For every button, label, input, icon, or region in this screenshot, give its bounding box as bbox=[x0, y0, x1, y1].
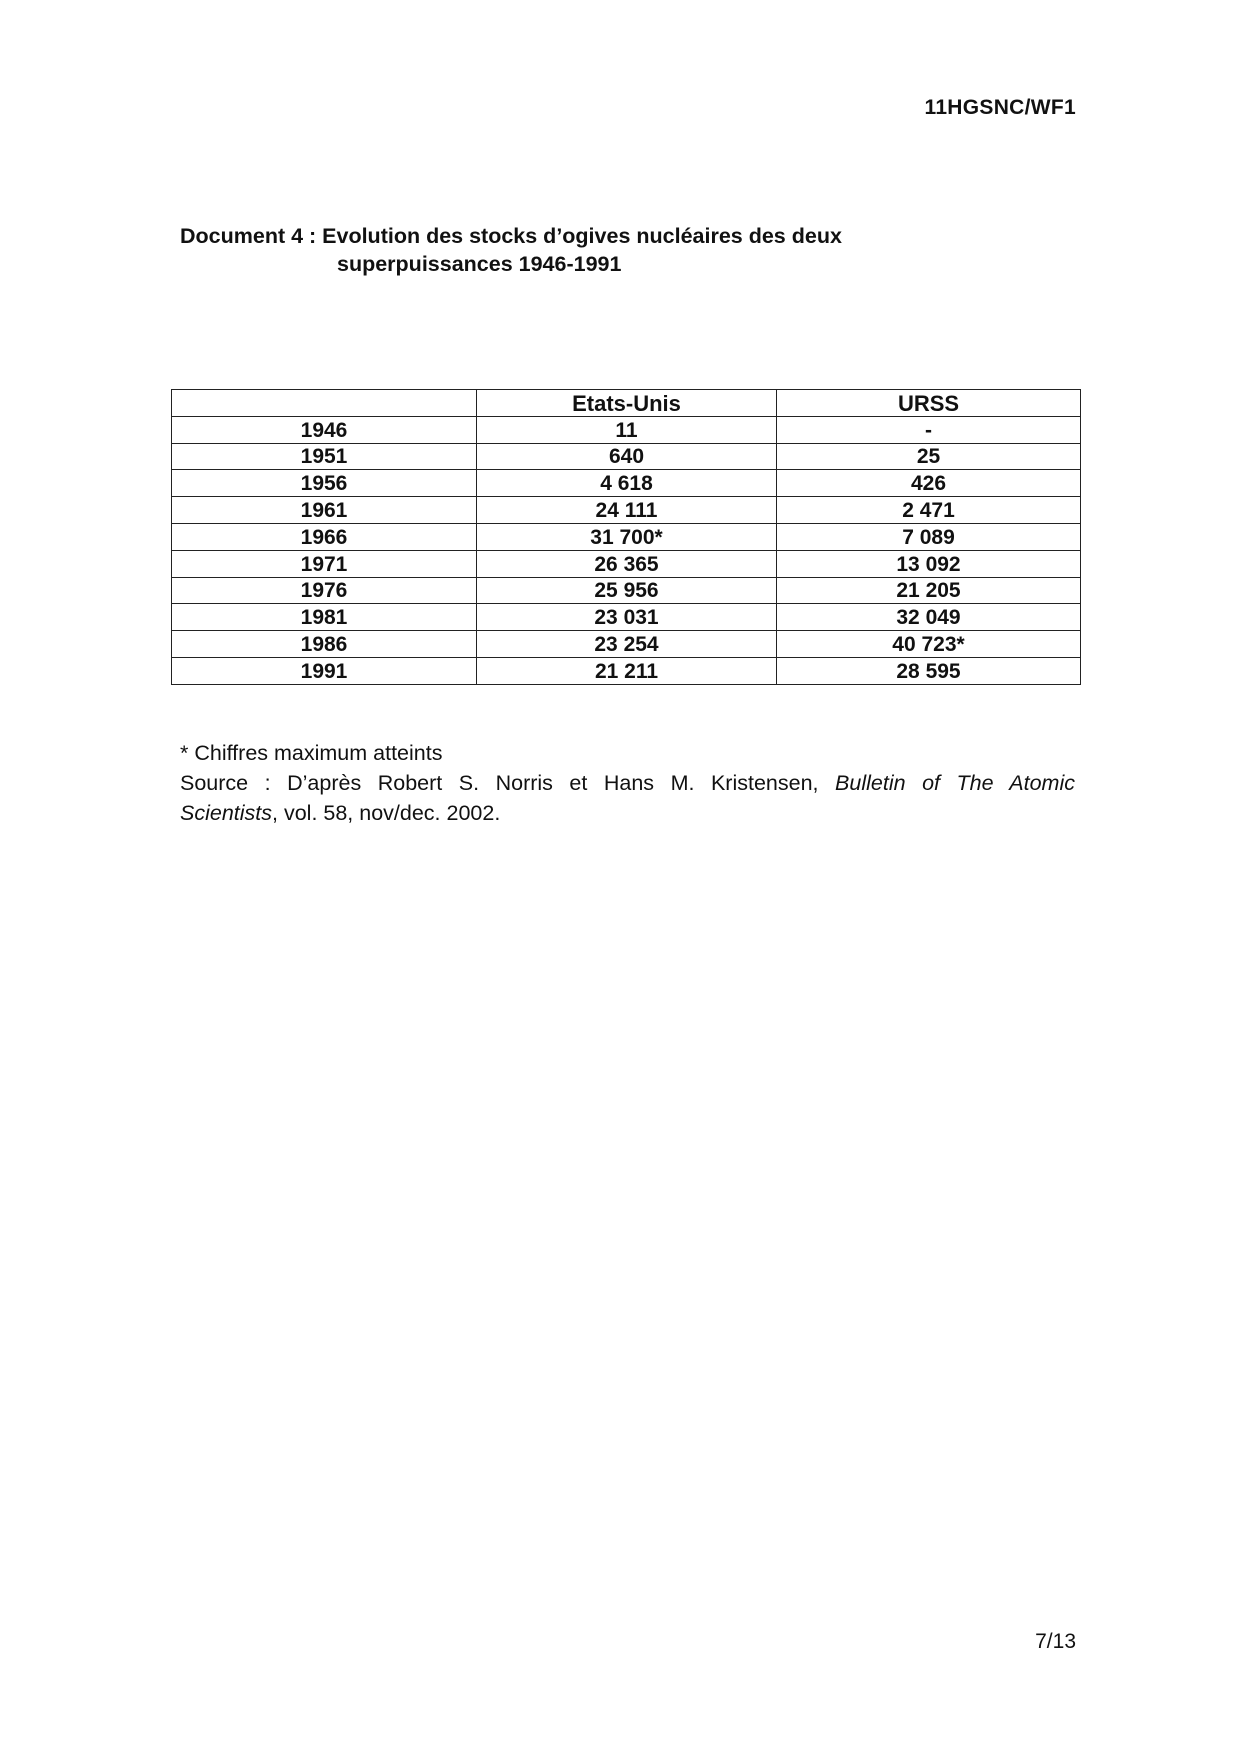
year-cell: 1981 bbox=[172, 604, 477, 631]
year-cell: 1946 bbox=[172, 416, 477, 443]
nuclear-stock-table bbox=[171, 389, 1081, 685]
document-title bbox=[180, 222, 842, 278]
source-line-2 bbox=[180, 798, 1075, 828]
source-suffix: , vol. 58, nov/dec. 2002. bbox=[272, 801, 501, 825]
us-cell: 640 bbox=[477, 443, 777, 470]
table-row bbox=[172, 443, 1081, 470]
year-cell: 1976 bbox=[172, 577, 477, 604]
table-row bbox=[172, 416, 1081, 443]
source-line-1 bbox=[180, 768, 1075, 798]
journal-name-part-1: Bulletin of The Atomic bbox=[835, 771, 1075, 795]
document-code: 11HGSNC/WF1 bbox=[924, 96, 1076, 119]
year-cell: 1986 bbox=[172, 631, 477, 658]
table-row bbox=[172, 470, 1081, 497]
us-cell: 24 111 bbox=[477, 497, 777, 524]
us-cell: 21 211 bbox=[477, 657, 777, 684]
year-cell: 1951 bbox=[172, 443, 477, 470]
us-cell: 31 700* bbox=[477, 523, 777, 550]
table-row bbox=[172, 657, 1081, 684]
urss-cell: 7 089 bbox=[777, 523, 1081, 550]
footnote bbox=[180, 738, 1075, 828]
page-number: 7/13 bbox=[1035, 1630, 1076, 1653]
header-etats-unis: Etats-Unis bbox=[477, 390, 777, 417]
us-cell: 26 365 bbox=[477, 550, 777, 577]
header-year bbox=[172, 390, 477, 417]
table-row bbox=[172, 604, 1081, 631]
source-prefix: Source : D’après Robert S. Norris et Hans M. Kristensen, bbox=[180, 771, 819, 795]
table-row bbox=[172, 550, 1081, 577]
table-header-row bbox=[172, 390, 1081, 417]
title-line-2: superpuissances 1946-1991 bbox=[337, 252, 622, 276]
urss-cell: 40 723* bbox=[777, 631, 1081, 658]
us-cell: 25 956 bbox=[477, 577, 777, 604]
journal-name-part-2: Scientists bbox=[180, 801, 273, 825]
year-cell: 1956 bbox=[172, 470, 477, 497]
us-cell: 11 bbox=[477, 416, 777, 443]
year-cell: 1991 bbox=[172, 657, 477, 684]
table-row bbox=[172, 523, 1081, 550]
year-cell: 1966 bbox=[172, 523, 477, 550]
us-cell: 23 031 bbox=[477, 604, 777, 631]
urss-cell: 25 bbox=[777, 443, 1081, 470]
year-cell: 1971 bbox=[172, 550, 477, 577]
urss-cell: 21 205 bbox=[777, 577, 1081, 604]
table-row bbox=[172, 577, 1081, 604]
urss-cell: 426 bbox=[777, 470, 1081, 497]
urss-cell: 13 092 bbox=[777, 550, 1081, 577]
urss-cell: 2 471 bbox=[777, 497, 1081, 524]
urss-cell: 28 595 bbox=[777, 657, 1081, 684]
table-row bbox=[172, 631, 1081, 658]
max-figures-note: * Chiffres maximum atteints bbox=[180, 741, 443, 765]
us-cell: 4 618 bbox=[477, 470, 777, 497]
urss-cell: - bbox=[777, 416, 1081, 443]
title-line-1: Document 4 : Evolution des stocks d’ogives nucléaires des deux bbox=[180, 224, 842, 248]
header-urss: URSS bbox=[777, 390, 1081, 417]
us-cell: 23 254 bbox=[477, 631, 777, 658]
urss-cell: 32 049 bbox=[777, 604, 1081, 631]
year-cell: 1961 bbox=[172, 497, 477, 524]
table-row bbox=[172, 497, 1081, 524]
